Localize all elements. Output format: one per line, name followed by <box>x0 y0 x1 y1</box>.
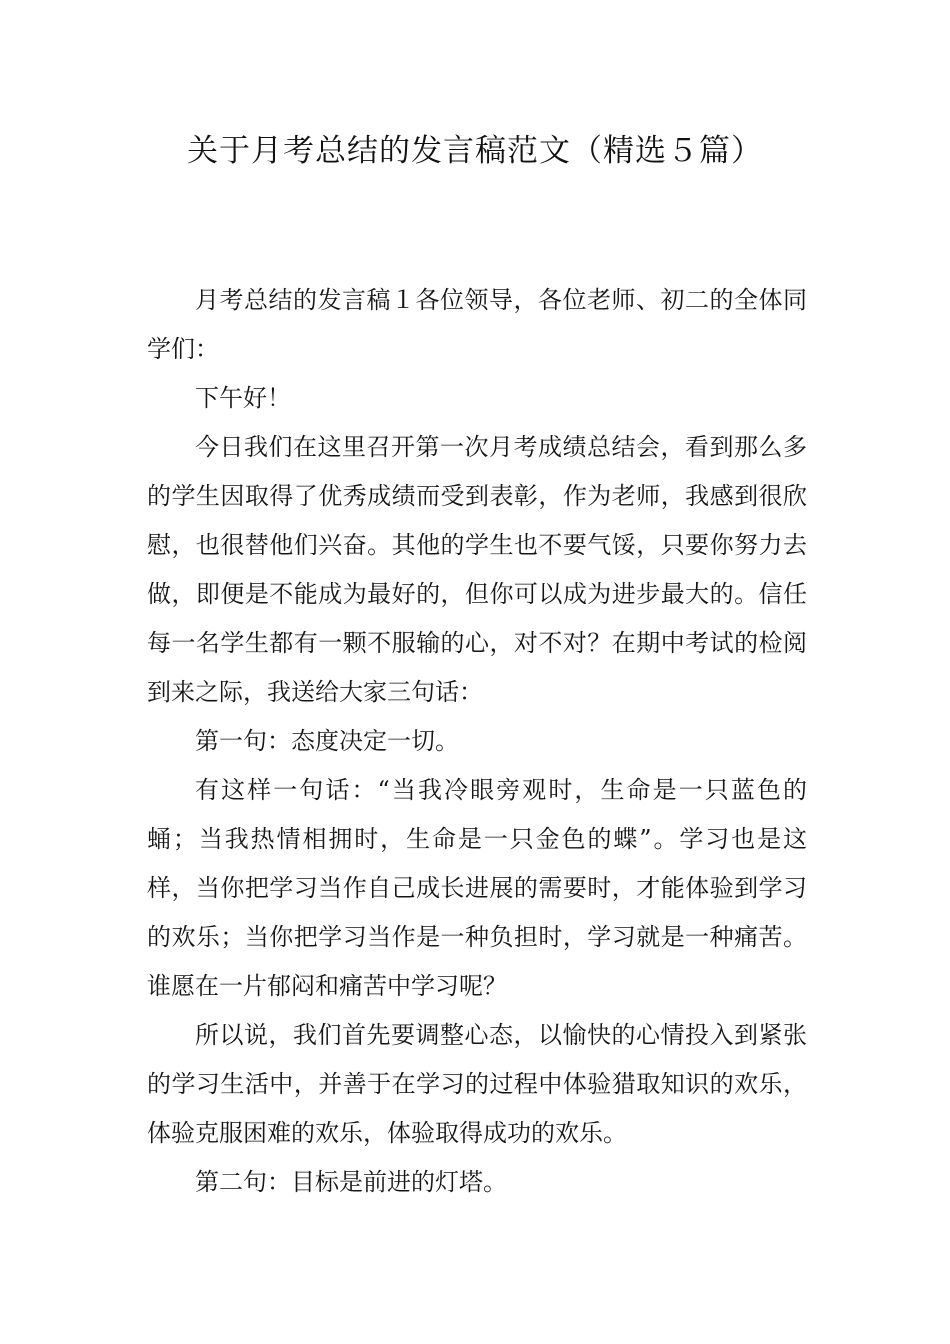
paragraph-first-point: 第一句：态度决定一切。 <box>195 727 459 755</box>
paragraph-adjust-mindset: 所以说，我们首先要调整心态，以愉快的心情投入到紧张的学习生活中，并善于在学习的过程中体验猎取知识的欢乐，体验克服困难的欢乐，体验取得成功的欢乐。 <box>147 1021 807 1147</box>
paragraph-second-point: 第二句：目标是前进的灯塔。 <box>195 1168 507 1196</box>
document-body <box>147 276 807 1207</box>
paragraph-good-afternoon: 下午好！ <box>195 384 291 412</box>
paragraph-greeting: 月考总结的发言稿１各位领导，各位老师、初二的全体同学们： <box>147 286 807 363</box>
document-title: 关于月考总结的发言稿范文（精选５篇） <box>187 133 763 169</box>
paragraph-quote: 有这样一句话：“当我冷眼旁观时，生命是一只蓝色的蛹；当我热情相拥时，生命是一只金色的蝶”。学习也是这样，当你把学习当作自己成长进展的需要时，才能体验到学习的欢乐；当你把学习当作是一种负担时，学习就是一种痛苦。谁愿在一片郁闷和痛苦中学习呢？ <box>147 776 807 1000</box>
paragraph-intro: 今日我们在这里召开第一次月考成绩总结会，看到那么多的学生因取得了优秀成绩而受到表彰，作为老师，我感到很欣慰，也很替他们兴奋。其他的学生也不要气馁，只要你努力去做，即便是不能成为最好的，但你可以成为进步最大的。信任每一名学生都有一颗不服输的心，对不对？在期中考试的检阅到来之际，我送给大家三句话： <box>147 433 807 706</box>
